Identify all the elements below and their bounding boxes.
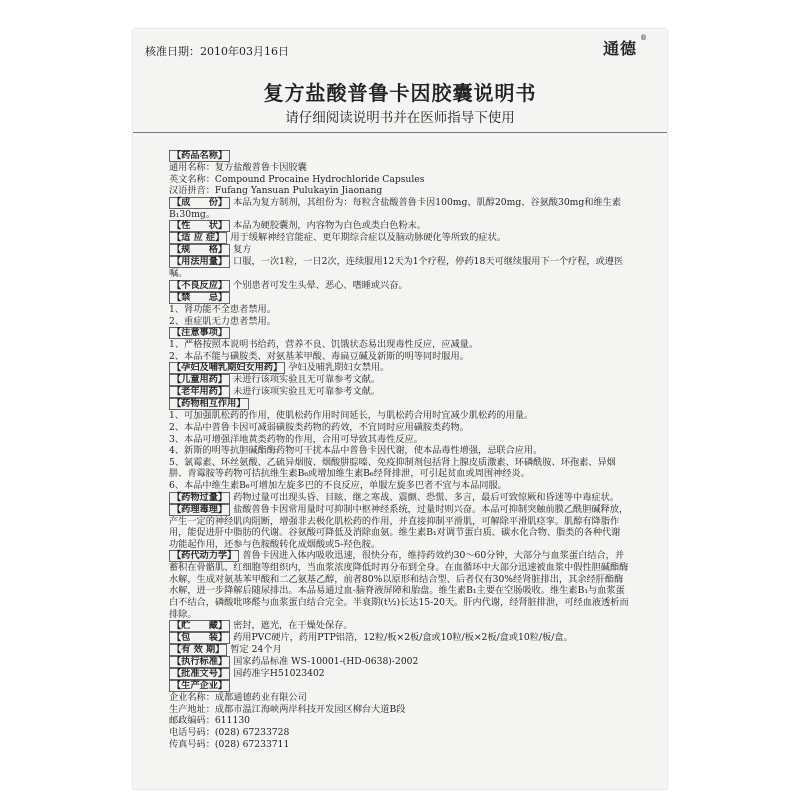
precautions-section (169, 327, 629, 339)
storage-section (169, 620, 629, 632)
section-label: 【生产企业】 (169, 680, 230, 692)
manufacturer-section (169, 680, 629, 692)
section-label: 【贮 藏】 (169, 620, 230, 632)
interaction-item: 5、氯霉素、环丝氨酸、乙硫异烟胺、烟酸肼腙嗪、免疫抑制剂包括肾上腺皮质激素、环磷酰胺、环孢素、异烟肼、青霉胺等药物可拮抗维生素B₆或增加维生素B₆经肾排泄，可引起贫血或周围神经炎。 (169, 456, 616, 480)
contraindication-item: 1、肾功能不全患者禁用。 (169, 303, 276, 315)
leaflet-body (169, 150, 629, 750)
section-label: 【注意事项】 (169, 327, 230, 339)
pregnancy-section (169, 362, 629, 374)
toxicology-text: 盐酸普鲁卡因常用量时可抑制中枢神经系统，过量时则兴奋。本品可抑制突触前膜乙酰胆碱释放，产生一定的神经肌肉阻断，增强非去极化肌松药的作用，并直接抑制平滑肌，可解除平滑肌痉挛。肌醇有降脂作用，能促进肝中脂肪的代谢。谷氨酸可降低及消除血氨。维生素B₁对调节蛋白质、碳水化合物、脂类的各种代谢功能起作用，还参与色胺酸转化成烟酸或5-羟色胺。 (169, 503, 629, 550)
adverse-section (169, 280, 629, 292)
contraindication-item: 2、重症肌无力患者禁用。 (169, 315, 276, 327)
standard-section (169, 656, 629, 668)
document-title: 复方盐酸普鲁卡因胶囊说明书 (263, 81, 537, 105)
english-name: 英文名称：Compound Procaine Hydrochloride Capsules (169, 173, 425, 185)
postal-code: 邮政编码：611130 (169, 715, 251, 727)
company-name: 企业名称：成都通德药业有限公司 (169, 692, 307, 704)
indication-text: 用于缓解神经官能症、更年期综合症以及脑动脉硬化等所致的症状。 (230, 232, 506, 244)
package-section (169, 632, 629, 644)
generic-name: 通用名称：复方盐酸普鲁卡因胶囊 (169, 162, 307, 173)
leaflet-sheet (133, 29, 667, 789)
character-section (169, 220, 629, 232)
interaction-item: 4、新斯的明等抗胆碱酯酶药物可干扰本品中普鲁卡因代谢，使本品毒性增强，忌联合应用。 (169, 445, 543, 457)
divider (133, 132, 667, 133)
section-label: 【性 状】 (169, 220, 230, 232)
fax-number: 传真号码：(028) 67233711 (169, 738, 290, 750)
overdose-text: 药物过量可出现头昏、目眩、继之寒战、震颤、恐慌、多言，最后可致惊厥和昏迷等中毒症状。 (233, 491, 619, 503)
drug-name-section (169, 150, 629, 162)
composition-text: 本品为复方制剂，其组份为：每粒含盐酸普鲁卡因100mg、肌醇20mg、谷氨酸30mg和维生素B₁30mg。 (169, 196, 622, 220)
section-label: 【不良反应】 (169, 280, 230, 292)
approval-number-text: 国药准字H51023402 (233, 668, 325, 680)
spec-text: 复方 (233, 244, 252, 256)
interaction-item: 1、可加强肌松药的作用，使肌松药作用时间延长，与肌松药合用时宜减少肌松药的用量。 (169, 410, 534, 422)
composition-section (169, 197, 629, 221)
pregnancy-text: 孕妇及哺乳期妇女禁用。 (288, 362, 390, 374)
precaution-item: 2、本品不能与磺胺类、对氨基苯甲酸、毒扁豆碱及新斯的明等同时服用。 (169, 350, 469, 362)
adverse-text: 个别患者可发生头晕、恶心、嗜睡或兴奋。 (233, 279, 408, 291)
section-label: 【儿童用药】 (169, 374, 230, 386)
package-text: 药用PVC硬片，药用PTP铝箔，12粒/板×2板/盒或10粒/板×2板/盒或10粒/板/盒。 (233, 632, 573, 644)
dosage-section (169, 256, 629, 280)
interaction-item: 2、本品中普鲁卡因可减弱磺胺类药物的药效，不宜同时应用磺胺类药物。 (169, 421, 469, 433)
validity-text: 暂定 24个月 (230, 644, 282, 656)
section-label: 【药品名称】 (169, 150, 230, 162)
elderly-text: 未进行该项实验且无可靠参考文献。 (233, 386, 381, 398)
section-label: 【老年用药】 (169, 386, 230, 398)
interaction-item: 3、本品可增强洋地黄类药物的作用，合用可导致其毒性反应。 (169, 433, 423, 445)
elderly-section (169, 386, 629, 398)
section-label: 【执行标准】 (169, 656, 230, 668)
interactions-section (169, 398, 629, 410)
section-label: 【药理毒理】 (169, 504, 230, 516)
dosage-text: 口服，一次1粒，一日2次，连续服用12天为1个疗程，停药18天可继续服用下一个疗程，或遵医嘱。 (169, 256, 624, 280)
spec-section (169, 244, 629, 256)
section-label: 【用法用量】 (169, 256, 230, 268)
character-text: 本品为硬胶囊剂，内容物为白色或类白色粉末。 (233, 220, 427, 232)
children-section (169, 374, 629, 386)
standard-text: 国家药品标准 WS-10001-(HD-0638)-2002 (233, 656, 419, 668)
pharmacokinetics-text: 普鲁卡因进入体内吸收迅速，很快分布，维持药效约30～60分钟，大部分与血浆蛋白结合，并蓄积在骨骼肌、红细胞等组织内，当血浆浓度降低时再分布到全身。在血循环中大部分迅速被血浆中假性胆碱酯酶水解，生成对氨基苯甲酸和二乙氨基乙醇，前者80%以原形和结合型、后者仅有30%经肾脏排出，其余经肝酯酶水解，进一步降解后随尿排出。本品易通过血-脑脊液屏障和胎盘。维生素B₁主要在空肠吸收。维生素B₁与血浆蛋白不结合，磷酸吡哆醛与血浆蛋白结合完全。半衰期(t½)长达15-20天。肝内代谢，经肾脏排泄，可经血液透析而排除。 (169, 550, 629, 620)
section-label: 【药代动力学】 (169, 550, 239, 562)
section-label: 【规 格】 (169, 244, 230, 256)
brand-logo: 通德 (602, 39, 637, 58)
document-subtitle: 请仔细阅读说明书并在医师指导下使用 (285, 110, 515, 126)
approval-number-section (169, 668, 629, 680)
section-label: 【包 装】 (169, 632, 230, 644)
interaction-item: 6、本品中维生素B₆可增加左旋多巴的不良反应，单服左旋多巴者不宜与本品同服。 (169, 479, 507, 491)
validity-section (169, 644, 629, 656)
registered-mark: ® (640, 34, 647, 42)
section-label: 【有 效 期】 (169, 644, 227, 656)
pharmacokinetics-section (169, 550, 629, 620)
pinyin-name: 汉语拼音：Fufang Yansuan Pulukayin Jiaonang (169, 185, 383, 197)
section-label: 【孕妇及哺乳期妇女用药】 (169, 362, 285, 374)
contraindication-section (169, 292, 629, 304)
precaution-item: 1、严格按照本说明书给药，营养不良、饥饿状态易出现毒性反应，应减量。 (169, 339, 479, 351)
section-label: 【禁 忌】 (169, 292, 230, 304)
storage-text: 密封，遮光，在干燥处保存。 (233, 620, 353, 632)
company-address: 生产地址：成都市温江海峡两岸科技开发园区柳台大道B段 (169, 703, 406, 715)
section-label: 【药物相互作用】 (169, 398, 249, 410)
section-label: 【批准文号】 (169, 668, 230, 680)
overdose-section (169, 492, 629, 504)
approval-date: 核准日期：2010年03月16日 (145, 45, 289, 58)
indication-section (169, 232, 629, 244)
section-label: 【成 份】 (169, 197, 230, 209)
phone-number: 电话号码：(028) 67233728 (169, 727, 290, 739)
children-text: 未进行该项实验且无可靠参考文献。 (233, 374, 381, 386)
toxicology-section (169, 504, 629, 551)
section-label: 【药物过量】 (169, 492, 230, 504)
section-label: 【适 应 症】 (169, 232, 227, 244)
